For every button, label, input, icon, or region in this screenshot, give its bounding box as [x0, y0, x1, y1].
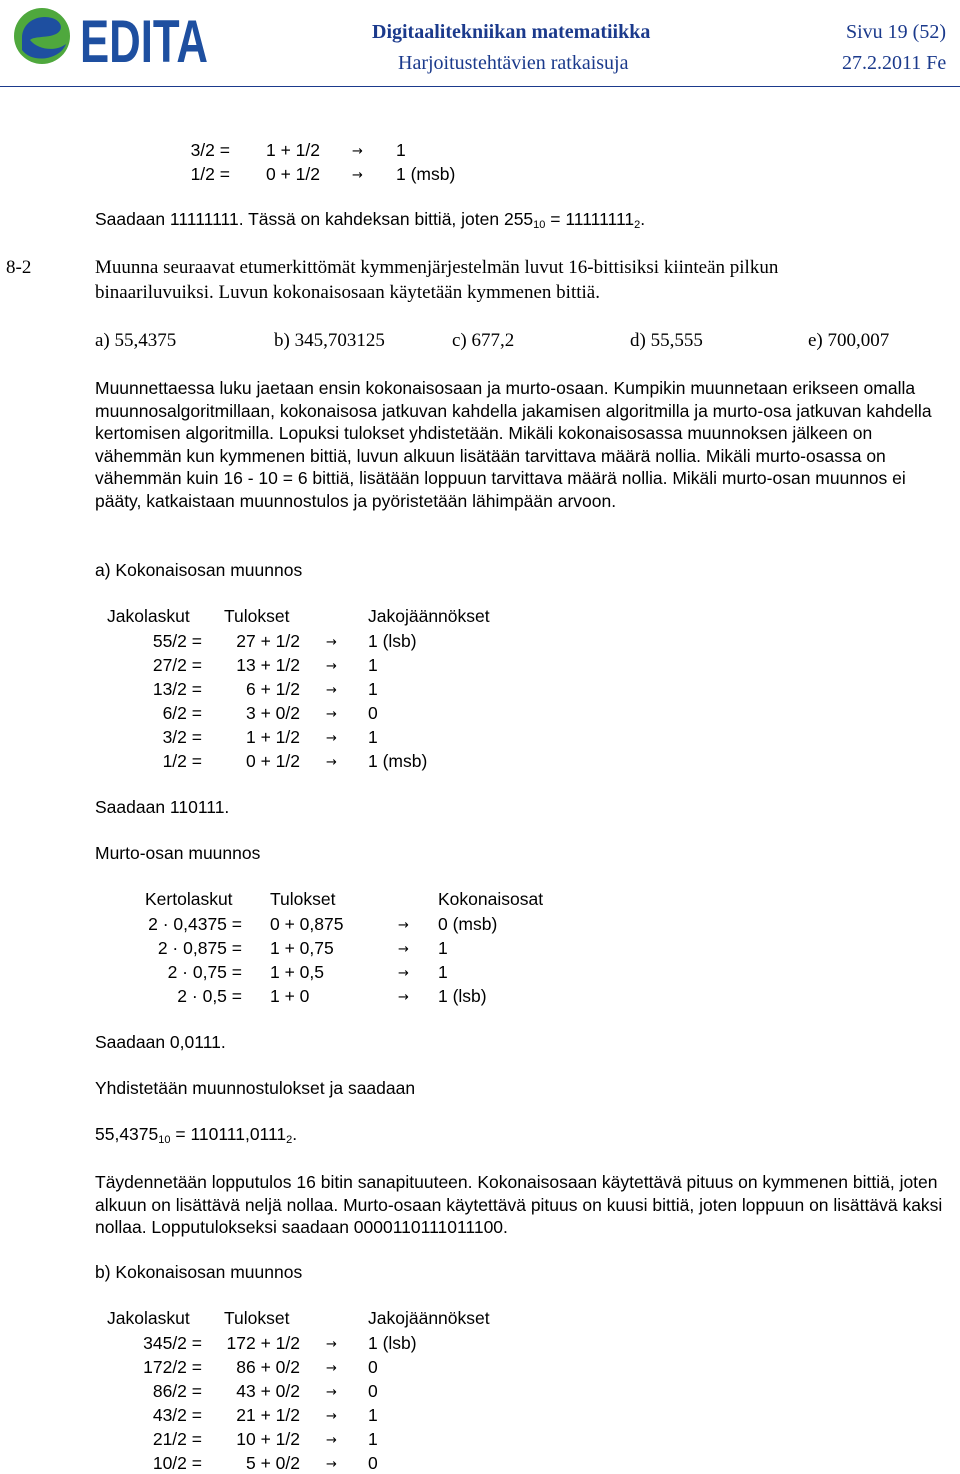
calc-cell: 1/2 =	[190, 164, 230, 184]
subscript: 2	[634, 219, 641, 231]
calc-cell: 43/2 =	[152, 1405, 202, 1425]
subscript: 10	[158, 1134, 171, 1146]
arrow-icon: →	[398, 918, 409, 933]
arrow-icon: →	[326, 683, 337, 698]
intro-paragraph: Muunnettaessa luku jaetaan ensin kokonaisosaan ja murto-osaan. Kumpikin muunnetaan erikseen omalla muunnosalgoritmillaan, kokonaisosa jatkuvan kahdella jakamisen algoritmilla ja murto-osa jatkuvan kahdella kertomisen algoritmilla. Lopuksi tulokset yhdistetään. Mikäli kokonaisosassa muunnoksen jälkeen on vähemmän kun kymmenen bittiä, luvun alkuun lisätään tarvittava määrä nollia. Mikäli murto-osassa on vähemmän kuin 16 - 10 = 6 bittiä, lisätään loppuun tarvittava määrä nollia. Mikäli murto-osan muunnos ei pääty, katkaistaan muunnostulos ja pyöristetään lähimpään arvoon.	[95, 378, 932, 511]
prev-result-line	[95, 211, 645, 229]
document-date: 27.2.2011 Fe	[842, 52, 947, 74]
calc-cell: 1/2 =	[162, 751, 202, 771]
result-cell: 21 + 1/2	[236, 1405, 300, 1425]
edita-logo	[8, 4, 208, 75]
problem-number: 8-2	[6, 257, 32, 278]
arrow-icon: →	[326, 1409, 337, 1424]
calc-cell: 2 · 0,875 =	[157, 938, 242, 958]
fraction-result: Saadaan 0,0111.	[95, 1032, 226, 1052]
remainder-cell: 0	[368, 703, 378, 723]
result-cell: 5 + 0/2	[245, 1453, 300, 1473]
option-d: d) 55,555	[630, 330, 703, 351]
arrow-icon: →	[398, 990, 409, 1005]
result-cell: 43 + 0/2	[236, 1381, 300, 1401]
combined-end: .	[292, 1124, 298, 1144]
result-cell: 27 + 1/2	[236, 631, 300, 651]
remainder-cell: 1 (msb)	[368, 751, 428, 771]
integer-part-cell: 0 (msb)	[438, 914, 498, 934]
column-header: Jakolaskut	[107, 606, 190, 626]
calc-cell: 2 · 0,4375 =	[148, 914, 242, 934]
combined-result	[95, 1126, 297, 1144]
calc-cell: 2 · 0,5 =	[177, 986, 242, 1006]
final-paragraph: Täydennetään lopputulos 16 bitin sanapituuteen. Kokonaisosaan käytettävä pituus on kymmenen bittiä, joten alkuun on lisättävä neljä nollaa. Murto-osaan käytettävä pituus on kuusi bittiä, joten loppuun on lisättävä kaksi nollaa. Lopputulokseksi saadaan 0000110111011100.	[95, 1172, 943, 1238]
result-cell: 1 + 1/2	[266, 140, 321, 160]
arrow-icon: →	[326, 1361, 337, 1376]
column-header: Kokonaisosat	[438, 889, 544, 909]
calc-cell: 86/2 =	[152, 1381, 202, 1401]
integer-part-cell: 1	[438, 962, 448, 982]
problem-statement-line: Muunna seuraavat etumerkittömät kymmenjärjestelmän luvut 16-bittisiksi kiinteän pilkun	[95, 257, 779, 278]
calc-cell: 10/2 =	[152, 1453, 202, 1473]
remainder-cell: 1 (lsb)	[368, 1333, 417, 1353]
prev-result-text: Saadaan 11111111. Tässä on kahdeksan bittiä, joten 255	[95, 209, 534, 229]
combined-left: 55,4375	[95, 1124, 159, 1144]
calc-cell: 172/2 =	[143, 1357, 202, 1377]
remainder-cell: 1	[396, 140, 406, 160]
column-header: Jakojäännökset	[368, 1308, 490, 1328]
course-title: Digitaalitekniikan matematiikka	[372, 21, 651, 43]
remainder-cell: 1	[368, 679, 378, 699]
result-cell: 1 + 0	[270, 986, 310, 1006]
column-header: Tulokset	[224, 1308, 290, 1328]
arrow-icon: →	[326, 707, 337, 722]
column-header: Tulokset	[224, 606, 290, 626]
result-cell: 1 + 1/2	[245, 727, 300, 747]
arrow-icon: →	[326, 755, 337, 770]
integer-part-cell: 1	[438, 938, 448, 958]
document-subtitle: Harjoitustehtävien ratkaisuja	[398, 52, 629, 74]
calc-cell: 3/2 =	[190, 140, 230, 160]
combine-heading: Yhdistetään muunnostulokset ja saadaan	[95, 1078, 416, 1098]
calc-cell: 3/2 =	[162, 727, 202, 747]
arrow-icon: →	[326, 1337, 337, 1352]
remainder-cell: 1	[368, 655, 378, 675]
remainder-cell: 1 (lsb)	[368, 631, 417, 651]
result-cell: 86 + 0/2	[236, 1357, 300, 1377]
result-cell: 0 + 1/2	[245, 751, 300, 771]
arrow-icon: →	[326, 1433, 337, 1448]
calc-cell: 21/2 =	[152, 1429, 202, 1449]
section-heading: Murto-osan muunnos	[95, 843, 261, 863]
prev-result-mid: = 11111111	[545, 209, 635, 229]
result-cell: 1 + 0,75	[270, 938, 334, 958]
prev-result-end: .	[640, 209, 646, 229]
result-cell: 6 + 1/2	[245, 679, 300, 699]
result-cell: 0 + 0,875	[270, 914, 344, 934]
column-header: Jakolaskut	[107, 1308, 190, 1328]
arrow-icon: →	[398, 942, 409, 957]
option-e: e) 700,007	[808, 330, 890, 351]
arrow-icon: →	[326, 659, 337, 674]
column-header: Kertolaskut	[145, 889, 233, 909]
remainder-cell: 1	[368, 727, 378, 747]
result-cell: 0 + 1/2	[266, 164, 321, 184]
problem-statement-line: binaariluvuiksi. Luvun kokonaisosaan käytetään kymmenen bittiä.	[95, 282, 600, 303]
subscript: 2	[286, 1134, 293, 1146]
result-cell: 172 + 1/2	[226, 1333, 300, 1353]
option-c: c) 677,2	[452, 330, 515, 351]
remainder-cell: 1	[368, 1405, 378, 1425]
option-b: b) 345,703125	[274, 330, 385, 351]
section-heading: b) Kokonaisosan muunnos	[95, 1262, 303, 1282]
remainder-cell: 1 (msb)	[396, 164, 456, 184]
calc-cell: 13/2 =	[152, 679, 202, 699]
calc-cell: 2 · 0,75 =	[167, 962, 242, 982]
remainder-cell: 1	[368, 1429, 378, 1449]
arrow-icon: →	[326, 1457, 337, 1472]
result-cell: 1 + 0,5	[270, 962, 325, 982]
remainder-cell: 0	[368, 1381, 378, 1401]
column-header: Tulokset	[270, 889, 336, 909]
arrow-icon: →	[352, 168, 363, 183]
arrow-icon: →	[398, 966, 409, 981]
edita-logo-mark	[8, 4, 208, 75]
result-cell: 10 + 1/2	[236, 1429, 300, 1449]
arrow-icon: →	[352, 144, 363, 159]
calc-cell: 345/2 =	[143, 1333, 202, 1353]
page-number: Sivu 19 (52)	[846, 21, 946, 43]
subscript: 10	[533, 219, 546, 231]
logo-text: EDITA	[80, 8, 208, 75]
remainder-cell: 0	[368, 1357, 378, 1377]
combined-mid: = 110111,0111	[170, 1124, 287, 1144]
remainder-cell: 0	[368, 1453, 378, 1473]
result-cell: 13 + 1/2	[236, 655, 300, 675]
option-a: a) 55,4375	[95, 330, 177, 351]
calc-cell: 55/2 =	[152, 631, 202, 651]
integer-part-cell: 1 (lsb)	[438, 986, 487, 1006]
arrow-icon: →	[326, 731, 337, 746]
column-header: Jakojäännökset	[368, 606, 490, 626]
result-cell: 3 + 0/2	[245, 703, 300, 723]
calc-cell: 27/2 =	[152, 655, 202, 675]
arrow-icon: →	[326, 635, 337, 650]
arrow-icon: →	[326, 1385, 337, 1400]
section-heading: a) Kokonaisosan muunnos	[95, 560, 303, 580]
header-rule	[0, 86, 960, 87]
calc-cell: 6/2 =	[162, 703, 202, 723]
integer-result: Saadaan 110111.	[95, 797, 230, 817]
